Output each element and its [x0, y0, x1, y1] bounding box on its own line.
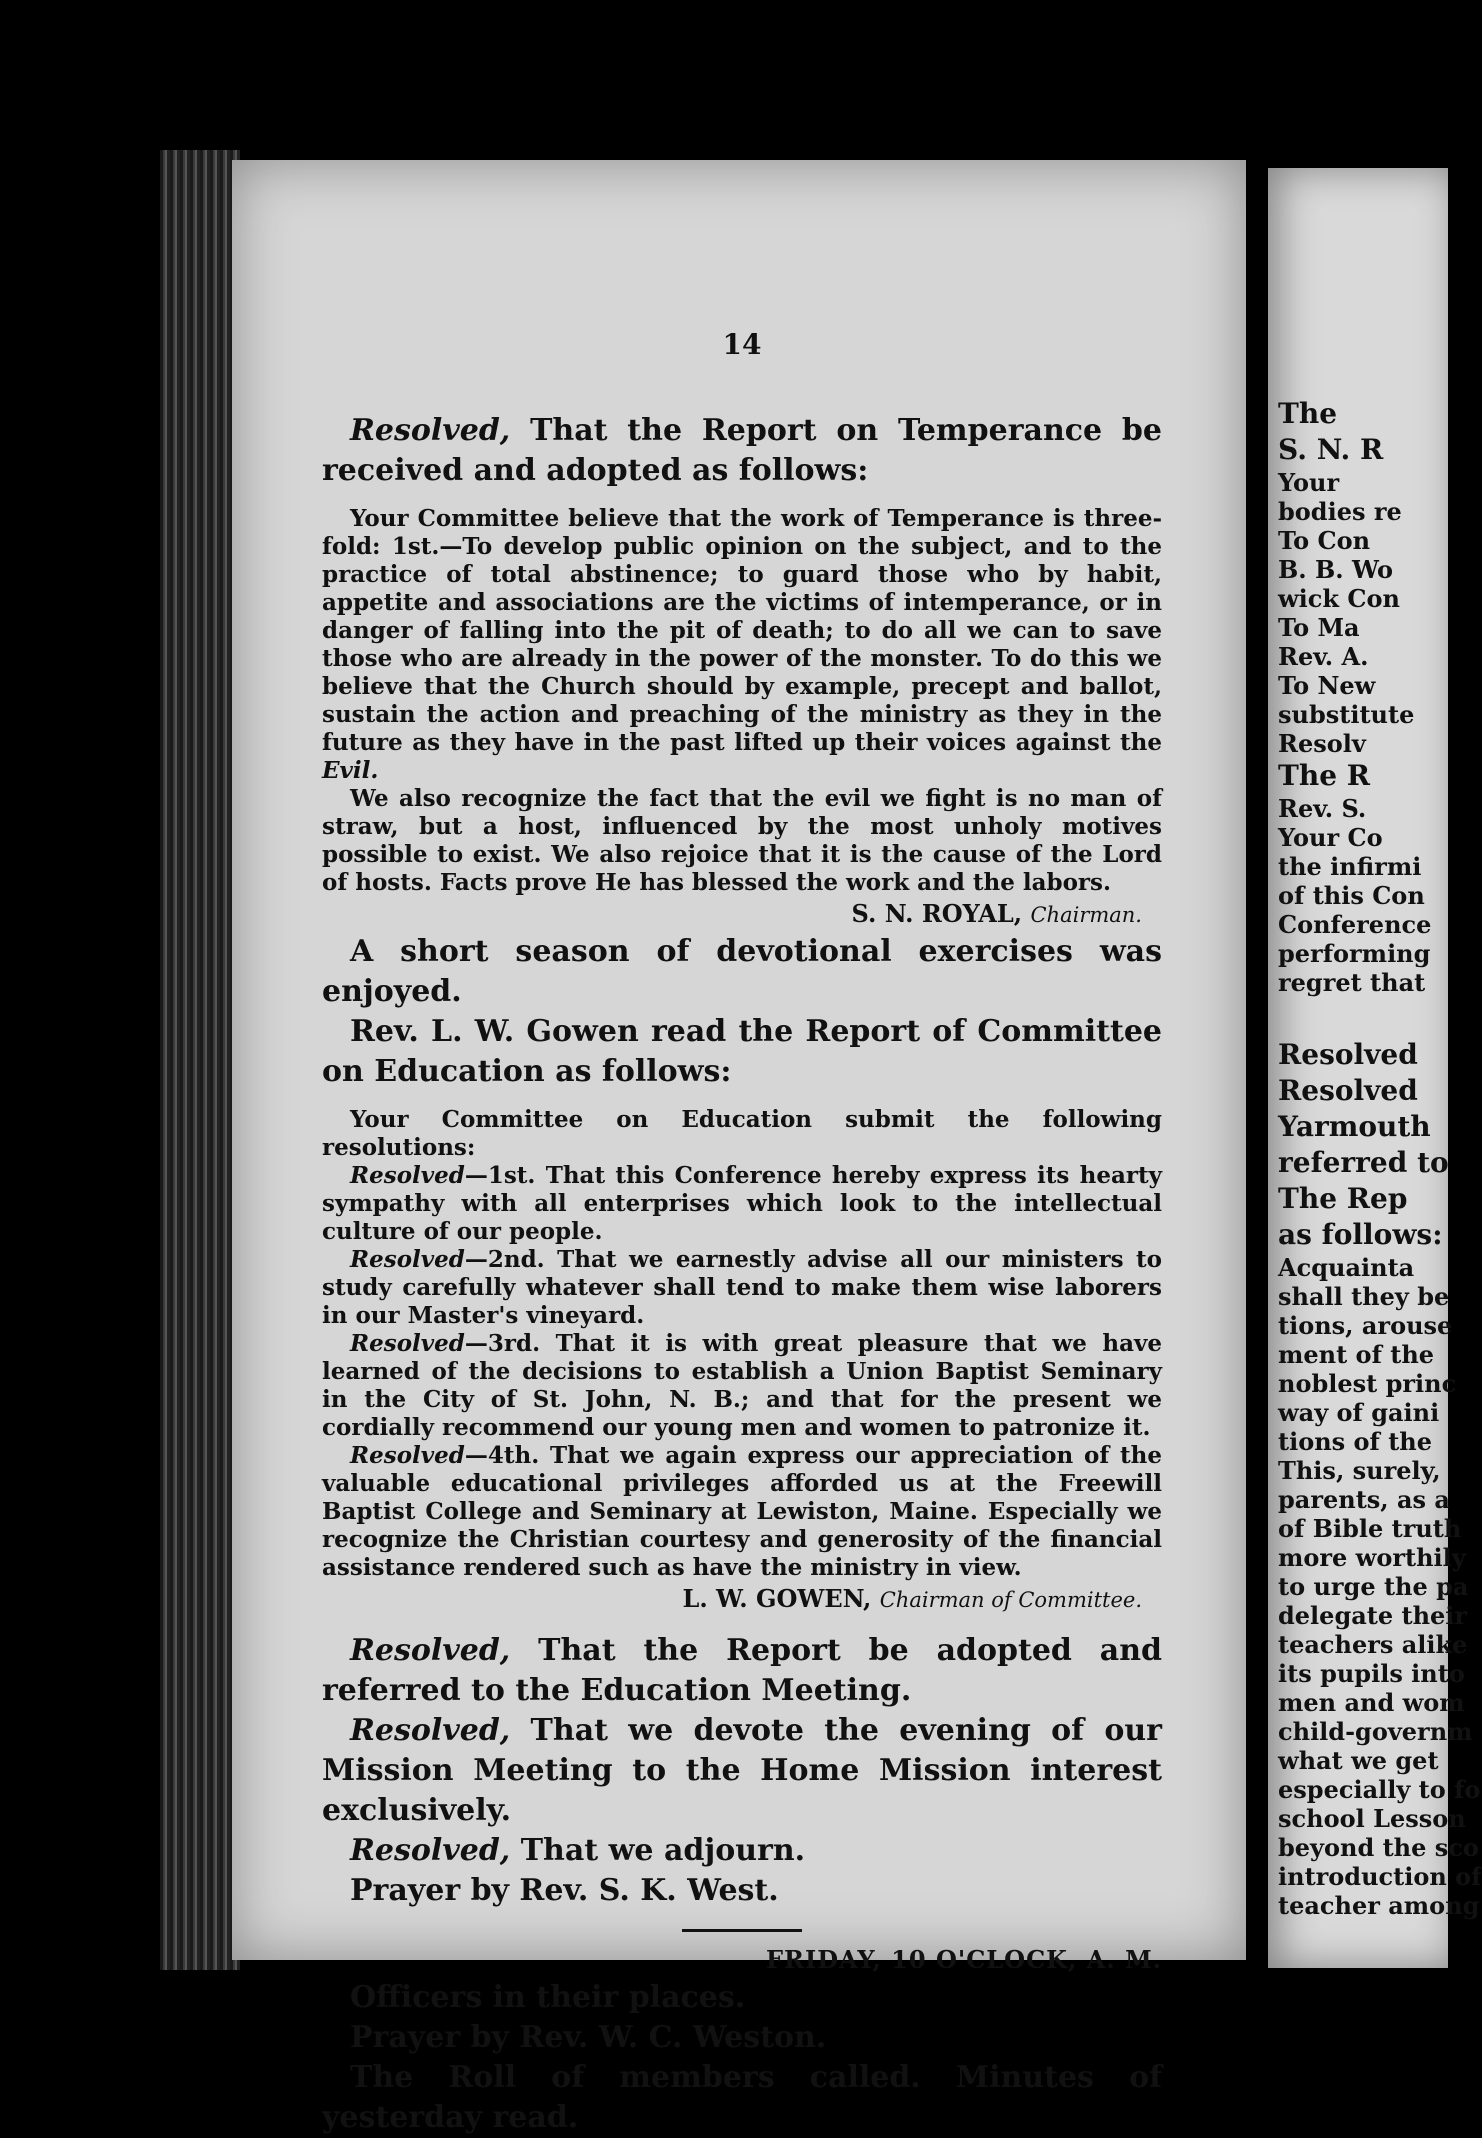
- resolved-label: Resolved: [350, 1162, 465, 1189]
- left-page-content: [322, 328, 1162, 2138]
- resolution-text: That we devote the evening of our Mission Meeting to the Home Mission interest exclusively.: [322, 1713, 1162, 1828]
- prayer-west: Prayer by Rev. S. K. West.: [350, 1873, 779, 1908]
- mission-resolution: [322, 1711, 1162, 1831]
- resolution-text: That the Report on Temperance be received and adopted as follows:: [322, 413, 1162, 488]
- fragment-line: Conference: [1278, 910, 1432, 939]
- fragment-line: tions of the: [1278, 1427, 1433, 1456]
- session-dateline: FRIDAY, 10 O'CLOCK, A. M.: [765, 1945, 1162, 1974]
- resolved-label: Resolved: [350, 1246, 465, 1273]
- fragment-line: of Bible truth: [1278, 1514, 1462, 1543]
- fragment-line: B. B. Wo: [1278, 555, 1393, 584]
- page-number: 14: [722, 328, 762, 361]
- fragment-line: what we get: [1278, 1746, 1439, 1775]
- temperance-report-end: Evil.: [322, 757, 379, 784]
- fragment-line: shall they be: [1278, 1282, 1450, 1311]
- resolved-label: Resolved,: [350, 1833, 511, 1868]
- education-resolution-1: [322, 1162, 1162, 1246]
- temperance-report-para-1: [322, 505, 1162, 785]
- fragment-line: To New: [1278, 671, 1376, 700]
- temperance-report-text: Your Committee believe that the work of Temperance is three-fold: 1st.—To develop public opinion on the subject, and to the practice of total abstinence; to guard those who by habit, appetite and associations are the victims of intemperance, or in danger of falling into the pit of death; to do all we can to save those who are already in the power of the monster. To do this we believe that the Church should by example, precept and ballot, sustain the action and preaching of the ministry as they in the future as they have in the past lifted up their voices against the: [322, 505, 1162, 756]
- fragment-line: introduction of: [1278, 1862, 1482, 1891]
- fragment-line: The Rep: [1278, 1182, 1408, 1215]
- signature-royal: [322, 897, 1162, 932]
- roll-call-note: The Roll of members called. Minutes of yesterday read.: [322, 2060, 1162, 2135]
- temperance-resolution: [322, 411, 1162, 491]
- signature-name: S. N. ROYAL,: [851, 899, 1023, 928]
- fragment-line: wick Con: [1278, 584, 1400, 613]
- fragment-line: its pupils into: [1278, 1659, 1465, 1688]
- temperance-report-para-2: We also recognize the fact that the evil we fight is no man of straw, but a host, influenced by the most unholy motives possible to exist. We also rejoice that it is the cause of the Lord of hosts. Facts prove He has blessed the work and the labors.: [322, 785, 1162, 896]
- fragment-line: This, surely,: [1278, 1456, 1441, 1485]
- fragment-line: noblest princ: [1278, 1369, 1457, 1398]
- fragment-line: Rev. S.: [1278, 794, 1367, 823]
- resolved-label: Resolved: [350, 1330, 465, 1357]
- fragment-line: especially to fo: [1278, 1775, 1481, 1804]
- adopt-resolution: [322, 1631, 1162, 1711]
- fragment-line: delegate their: [1278, 1601, 1468, 1630]
- fragment-line: of this Con: [1278, 881, 1425, 910]
- fragment-line: regret that: [1278, 968, 1426, 997]
- fragment-line: the infirmi: [1278, 852, 1422, 881]
- resolution-text: —4th. That we again express our appreciation of the valuable educational privileges afforded us at the Freewill Baptist College and Seminary at Lewiston, Maine. Especially we recognize the Christian courtesy and generosity of the financial assistance rendered such as have the ministry in view.: [322, 1442, 1162, 1581]
- fragment-line: S. N. R: [1278, 433, 1384, 466]
- fragment-line: men and wom: [1278, 1688, 1465, 1717]
- education-resolution-3: [322, 1330, 1162, 1442]
- resolved-label: Resolved: [350, 1442, 465, 1469]
- fragment-line: performing: [1278, 939, 1431, 968]
- fragment-line: Your Co: [1278, 823, 1383, 852]
- fragment-line: Resolv: [1278, 729, 1366, 758]
- signature-title: Chairman of Committee.: [879, 1588, 1142, 1612]
- fragment-line: ment of the: [1278, 1340, 1435, 1369]
- fragment-line: Resolved: [1278, 1038, 1418, 1071]
- gowen-report-intro: Rev. L. W. Gowen read the Report of Committee on Education as follows:: [322, 1014, 1162, 1089]
- fragment-line: school Lesson: [1278, 1804, 1466, 1833]
- resolution-text: That the Report be adopted and referred to the Education Meeting.: [322, 1633, 1162, 1708]
- fragment-line: tions, arouse: [1278, 1311, 1453, 1340]
- devotional-note: A short season of devotional exercises was enjoyed.: [322, 934, 1162, 1009]
- fragment-line: child-governm: [1278, 1717, 1473, 1746]
- left-page: [232, 160, 1246, 2135]
- education-resolution-2: [322, 1246, 1162, 1330]
- fragment-line: Acquainta: [1278, 1253, 1415, 1282]
- fragment-line: teacher among: [1278, 1891, 1480, 1920]
- officers-note: Officers in their places.: [350, 1980, 746, 2015]
- fragment-line: Yarmouth: [1278, 1110, 1431, 1143]
- resolved-label: Resolved,: [350, 1633, 511, 1668]
- resolution-text: —3rd. That it is with great pleasure that we have learned of the decisions to establish a Union Baptist Seminary in the City of St. John, N. B.; and that for the present we cordially recommend our young men and women to patronize it.: [322, 1330, 1162, 1441]
- fragment-line: Resolved: [1278, 1074, 1418, 1107]
- fragment-line: teachers alike: [1278, 1630, 1468, 1659]
- adjourn-resolution: [322, 1831, 1162, 1871]
- fragment-line: bodies re: [1278, 497, 1402, 526]
- section-divider: [682, 1929, 802, 1932]
- resolution-text: That we adjourn.: [510, 1833, 806, 1868]
- fragment-line: beyond the sco: [1278, 1833, 1479, 1862]
- fragment-line: Rev. A.: [1278, 642, 1369, 671]
- fragment-line: substitute: [1278, 700, 1415, 729]
- resolution-text: —2nd. That we earnestly advise all our ministers to study carefully whatever shall tend to make them wise laborers in our Master's vineyard.: [322, 1246, 1162, 1329]
- fragment-line: more worthily: [1278, 1543, 1466, 1572]
- fragment-line: Your: [1278, 468, 1340, 497]
- fragment-line: parents, as a: [1278, 1485, 1450, 1514]
- fragment-line: referred to: [1278, 1146, 1449, 1179]
- signature-name: L. W. GOWEN,: [682, 1584, 872, 1613]
- right-page-fragments: [1278, 396, 1482, 1920]
- fragment-line: To Ma: [1278, 613, 1360, 642]
- fragment-line: way of gaini: [1278, 1398, 1440, 1427]
- signature-gowen: [322, 1582, 1162, 1617]
- book-binding: [160, 150, 240, 1970]
- resolved-label: Resolved,: [350, 413, 511, 448]
- fragment-line: to urge the pa: [1278, 1572, 1469, 1601]
- fragment-line: To Con: [1278, 526, 1371, 555]
- fragment-line: The: [1278, 397, 1338, 430]
- fragment-line: as follows:: [1278, 1218, 1443, 1251]
- resolution-text: —1st. That this Conference hereby express its hearty sympathy with all enterprises which look to the intellectual culture of our people.: [322, 1162, 1162, 1245]
- education-resolution-4: [322, 1442, 1162, 1582]
- signature-title: Chairman.: [1030, 903, 1142, 927]
- prayer-weston: Prayer by Rev. W. C. Weston.: [350, 2020, 827, 2055]
- education-intro: Your Committee on Education submit the following resolutions:: [322, 1106, 1162, 1161]
- fragment-line: The R: [1278, 759, 1371, 792]
- right-page: [1268, 168, 1482, 1968]
- resolved-label: Resolved,: [350, 1713, 511, 1748]
